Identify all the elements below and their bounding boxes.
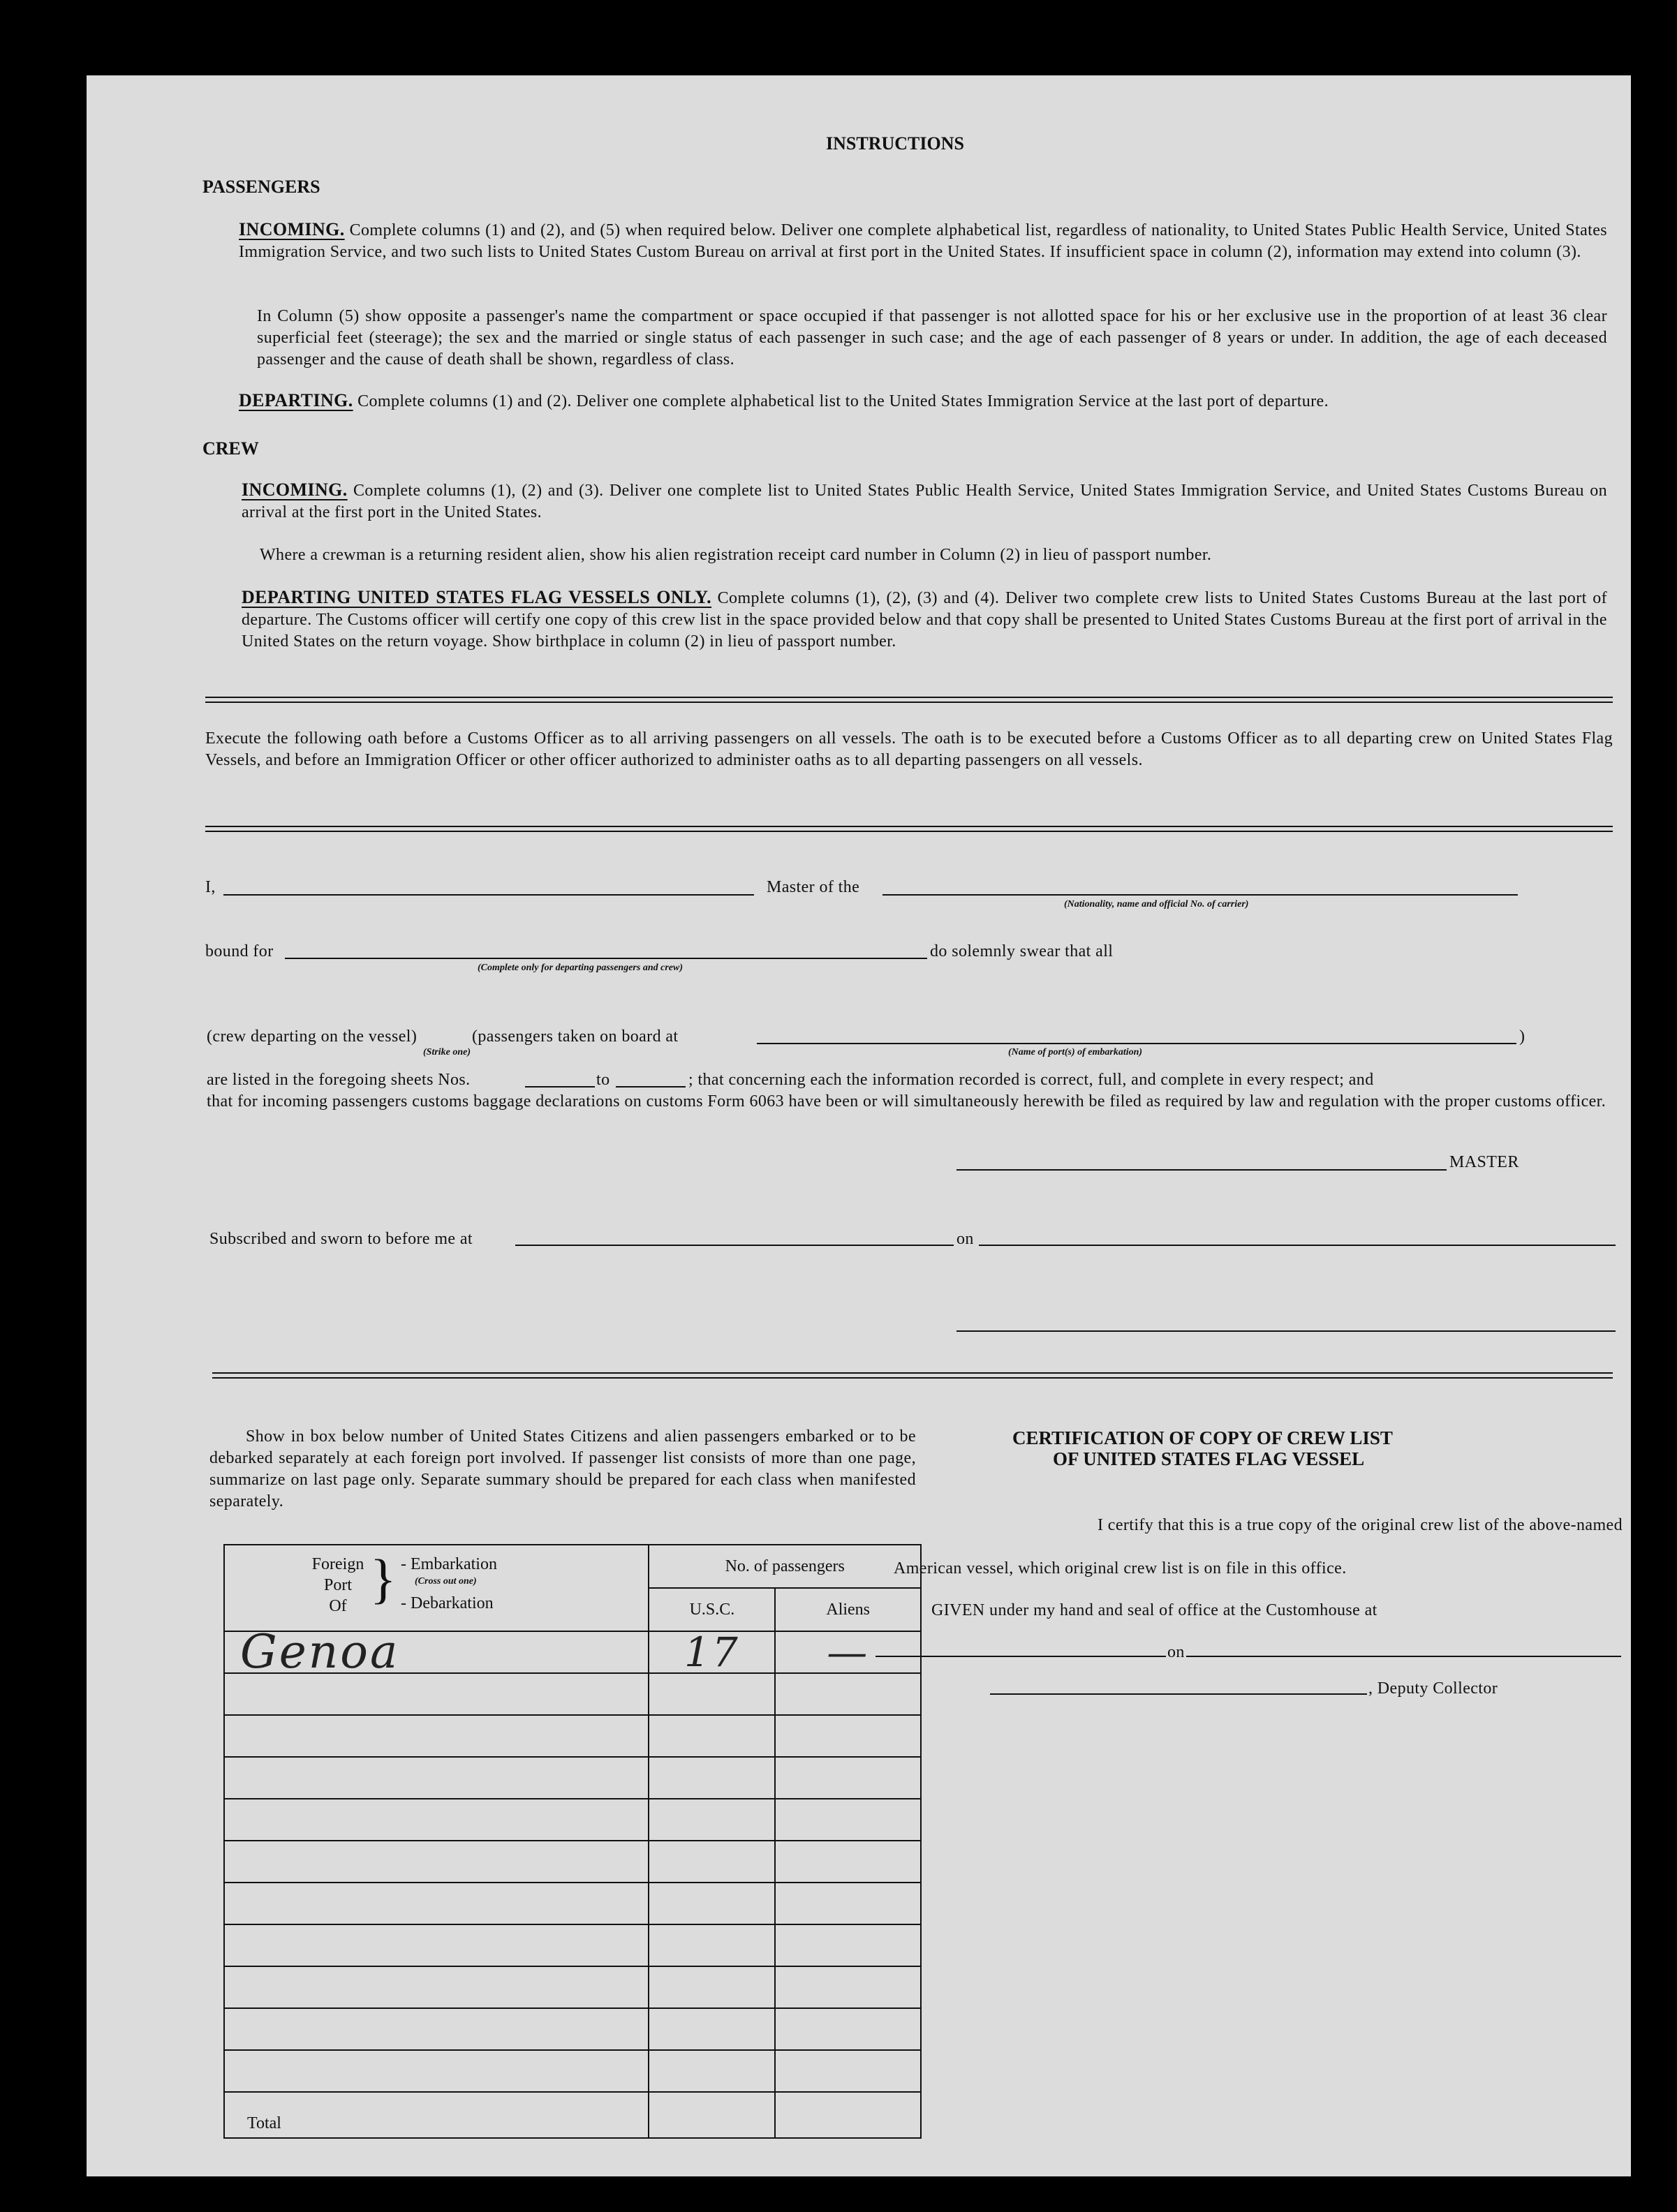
usc-cell[interactable] [649, 1715, 775, 1757]
table-row [224, 1966, 921, 2008]
bound-for-field[interactable] [285, 958, 927, 959]
table-row [224, 2050, 921, 2092]
aliens-cell[interactable] [775, 2008, 921, 2050]
total-aliens-cell[interactable] [775, 2092, 921, 2138]
usc-cell[interactable] [649, 2008, 775, 2050]
passengers-column5-paragraph: In Column (5) show opposite a passenger's name the compartment or space occupied if that passenger is not allotted space for his or her exclusive use in the proportion of at least 36 clear superficial feet (steerage); the sex and the married or single status of each passenger in such case; and the age of each passenger of 8 years or under. In addition, the age of each deceased passenger and the cause of death shall be shown, regardless of class. [257, 307, 1607, 369]
passengers-incoming-paragraph [239, 218, 1607, 263]
sworn-place-field[interactable] [515, 1245, 954, 1246]
given-text: GIVEN under my hand and seal of office at the Customhouse at [931, 1601, 1377, 1619]
section-divider [205, 697, 1613, 703]
crew-departing-option: (crew departing on the vessel) [207, 1027, 418, 1046]
port-cell[interactable] [224, 1966, 649, 2008]
carrier-field[interactable] [882, 894, 1518, 896]
master-signature-field[interactable] [956, 1169, 1447, 1171]
sheet-from-field[interactable] [525, 1086, 595, 1088]
listed-suffix: ; that concerning each the information recorded is correct, full, and complete in every respect; and [688, 1071, 1374, 1089]
aliens-cell[interactable] [775, 2050, 921, 2092]
deputy-collector-signature-field[interactable] [990, 1693, 1367, 1695]
port-cell[interactable] [224, 1924, 649, 1966]
port-cell[interactable]: Genoa [224, 1631, 649, 1673]
close-paren: ) [1519, 1027, 1525, 1046]
bound-for-hint: (Complete only for departing passengers and crew) [478, 963, 683, 973]
summary-instructions: Show in box below number of United States Citizens and alien passengers embarked or to be debarked separately at each foreign port involved. If passenger list consists of more than one page, summarize on last page only. Separate summary should be prepared for each class when manifested separately. [209, 1427, 916, 1510]
oath-i-label: I, [205, 878, 216, 896]
aliens-cell[interactable] [775, 1757, 921, 1799]
certification-title [966, 1427, 1637, 1469]
debarkation-option: - Debarkation [401, 1594, 494, 1612]
passengers-incoming-label: INCOMING. [239, 219, 345, 239]
oath-divider [205, 826, 1613, 832]
table-row [224, 1799, 921, 1841]
usc-cell[interactable] [649, 2050, 775, 2092]
no-of-passengers-header: No. of passengers [649, 1545, 921, 1588]
usc-cell[interactable] [649, 1673, 775, 1715]
port-cell[interactable] [224, 1673, 649, 1715]
certify-line1: I certify that this is a true copy of the original crew list of the above-named [1097, 1516, 1623, 1534]
embarkation-ports-field[interactable] [757, 1043, 1516, 1044]
crew-departing-label: DEPARTING UNITED STATES FLAG VESSELS ONLY. [242, 587, 712, 607]
usc-cell[interactable] [649, 1883, 775, 1924]
oath-intro: Execute the following oath before a Customs Officer as to all arriving passengers on all vessels. The oath is to be executed before a Customs Officer as to all departing crew on United States Flag Vessels, and before an Immigration Officer or other officer authorized to administer oaths as to all departing passengers on all vessels. [205, 729, 1613, 769]
aliens-cell[interactable] [775, 1715, 921, 1757]
header-of: Of [329, 1597, 347, 1615]
port-cell[interactable] [224, 1715, 649, 1757]
officer-signature-field[interactable] [956, 1330, 1616, 1332]
passengers-taken-option: (passengers taken on board at [472, 1027, 679, 1046]
header-port: Port [323, 1576, 352, 1594]
passenger-summary-table [223, 1544, 922, 2139]
table-row [224, 1841, 921, 1883]
port-cell[interactable] [224, 1883, 649, 1924]
master-of-label: Master of the [767, 878, 860, 896]
certification-title-line1: CERTIFICATION OF COPY OF CREW LIST [1012, 1427, 1393, 1448]
bound-for-label: bound for [205, 942, 274, 960]
swear-text: do solemnly swear that all [930, 942, 1114, 960]
aliens-cell[interactable] [775, 1673, 921, 1715]
strike-one-hint: (Strike one) [423, 1047, 471, 1057]
customhouse-field[interactable] [876, 1656, 1621, 1657]
usc-cell[interactable] [649, 1966, 775, 2008]
master-label: MASTER [1449, 1153, 1519, 1171]
sworn-on-label: on [956, 1230, 974, 1248]
port-cell[interactable] [224, 1799, 649, 1841]
table-row [224, 1631, 921, 1673]
deputy-collector-label: , Deputy Collector [1368, 1679, 1498, 1698]
certification-on-label: on [1166, 1642, 1186, 1663]
crew-incoming-paragraph [242, 479, 1607, 524]
certification-title-line2: OF UNITED STATES FLAG VESSEL [1053, 1448, 1365, 1469]
crew-departing-text: Complete columns (1), (2), (3) and (4). Deliver two complete crew lists to United States Customs Bureau at the last port of departure. The Customs officer will certify one copy of this crew list in the space provided below and that copy shall be presented to United States Customs Bureau at the first port of arrival in the United States on the return voyage. Show birthplace in column (2) in lieu of passport number. [242, 589, 1608, 651]
header-foreign: Foreign [311, 1555, 364, 1573]
aliens-cell[interactable] [775, 1841, 921, 1883]
aliens-cell[interactable] [775, 1966, 921, 2008]
usc-cell[interactable] [649, 1799, 775, 1841]
port-cell[interactable] [224, 1757, 649, 1799]
subscribed-label: Subscribed and sworn to before me at [209, 1230, 473, 1248]
form-page [87, 75, 1631, 2176]
passengers-departing-label: DEPARTING. [239, 390, 353, 410]
usc-cell[interactable] [649, 1841, 775, 1883]
port-hint: (Name of port(s) of embarkation) [1008, 1047, 1143, 1057]
crew-resident-paragraph: Where a crewman is a returning resident alien, show his alien registration receipt card number in Column (2) in lieu of passport number. [260, 546, 1212, 564]
table-row [224, 1757, 921, 1799]
master-name-field[interactable] [223, 894, 754, 896]
embarkation-option: - Embarkation [401, 1555, 497, 1573]
listed-prefix: are listed in the foregoing sheets Nos. [207, 1071, 471, 1089]
table-row [224, 1673, 921, 1715]
table-row [224, 2008, 921, 2050]
page-title: INSTRUCTIONS [826, 133, 964, 154]
total-usc-cell[interactable] [649, 2092, 775, 2138]
port-header-cell [224, 1545, 649, 1631]
aliens-cell[interactable]: — [775, 1631, 921, 1673]
sworn-date-field[interactable] [979, 1245, 1616, 1246]
crew-incoming-label: INCOMING. [242, 480, 348, 500]
aliens-header: Aliens [775, 1588, 921, 1631]
baggage-declaration-text: that for incoming passengers customs baggage declarations on customs Form 6063 have been or will simultaneously herewith be filed as required by law and regulation with the proper customs officer. [207, 1092, 1606, 1111]
usc-header: U.S.C. [649, 1588, 775, 1631]
crew-heading: CREW [202, 438, 259, 459]
table-row [224, 1883, 921, 1924]
port-cell[interactable] [224, 2050, 649, 2092]
usc-cell[interactable] [649, 1924, 775, 1966]
aliens-cell[interactable] [775, 1924, 921, 1966]
to-label: to [596, 1071, 610, 1089]
usc-cell[interactable]: 17 [649, 1631, 775, 1673]
aliens-cell[interactable] [775, 1883, 921, 1924]
crew-departing-paragraph [242, 586, 1607, 653]
total-label: Total [224, 2092, 649, 2138]
aliens-cell[interactable] [775, 1799, 921, 1841]
crew-incoming-text: Complete columns (1), (2) and (3). Deliver one complete list to United States Public Health Service, United States Immigration Service, and United States Customs Bureau on arrival at the first port in the United States. [242, 482, 1607, 521]
port-cell[interactable] [224, 2008, 649, 2050]
table-row [224, 1924, 921, 1966]
passengers-heading: PASSENGERS [202, 177, 320, 197]
passengers-departing-text: Complete columns (1) and (2). Deliver one complete alphabetical list to the United States Immigration Service at the last port of departure. [357, 392, 1329, 410]
passengers-departing-paragraph [239, 389, 1607, 413]
table-row [224, 1715, 921, 1757]
carrier-hint: (Nationality, name and official No. of carrier) [1064, 899, 1249, 910]
passengers-incoming-text: Complete columns (1) and (2), and (5) when required below. Deliver one complete alphabetical list, regardless of nationality, to United States Public Health Service, United States Immigration Service, and two such lists to United States Custom Bureau on arrival at first port in the United States. If insufficient space in column (2), information may extend into column (3). [239, 221, 1607, 261]
brace-icon: } [370, 1548, 397, 1609]
port-cell[interactable] [224, 1841, 649, 1883]
certify-line2: American vessel, which original crew list is on file in this office. [894, 1559, 1347, 1578]
sheet-to-field[interactable] [616, 1086, 686, 1088]
certification-divider [212, 1372, 1613, 1379]
cross-out-hint: (Cross out one) [415, 1576, 477, 1587]
usc-cell[interactable] [649, 1757, 775, 1799]
